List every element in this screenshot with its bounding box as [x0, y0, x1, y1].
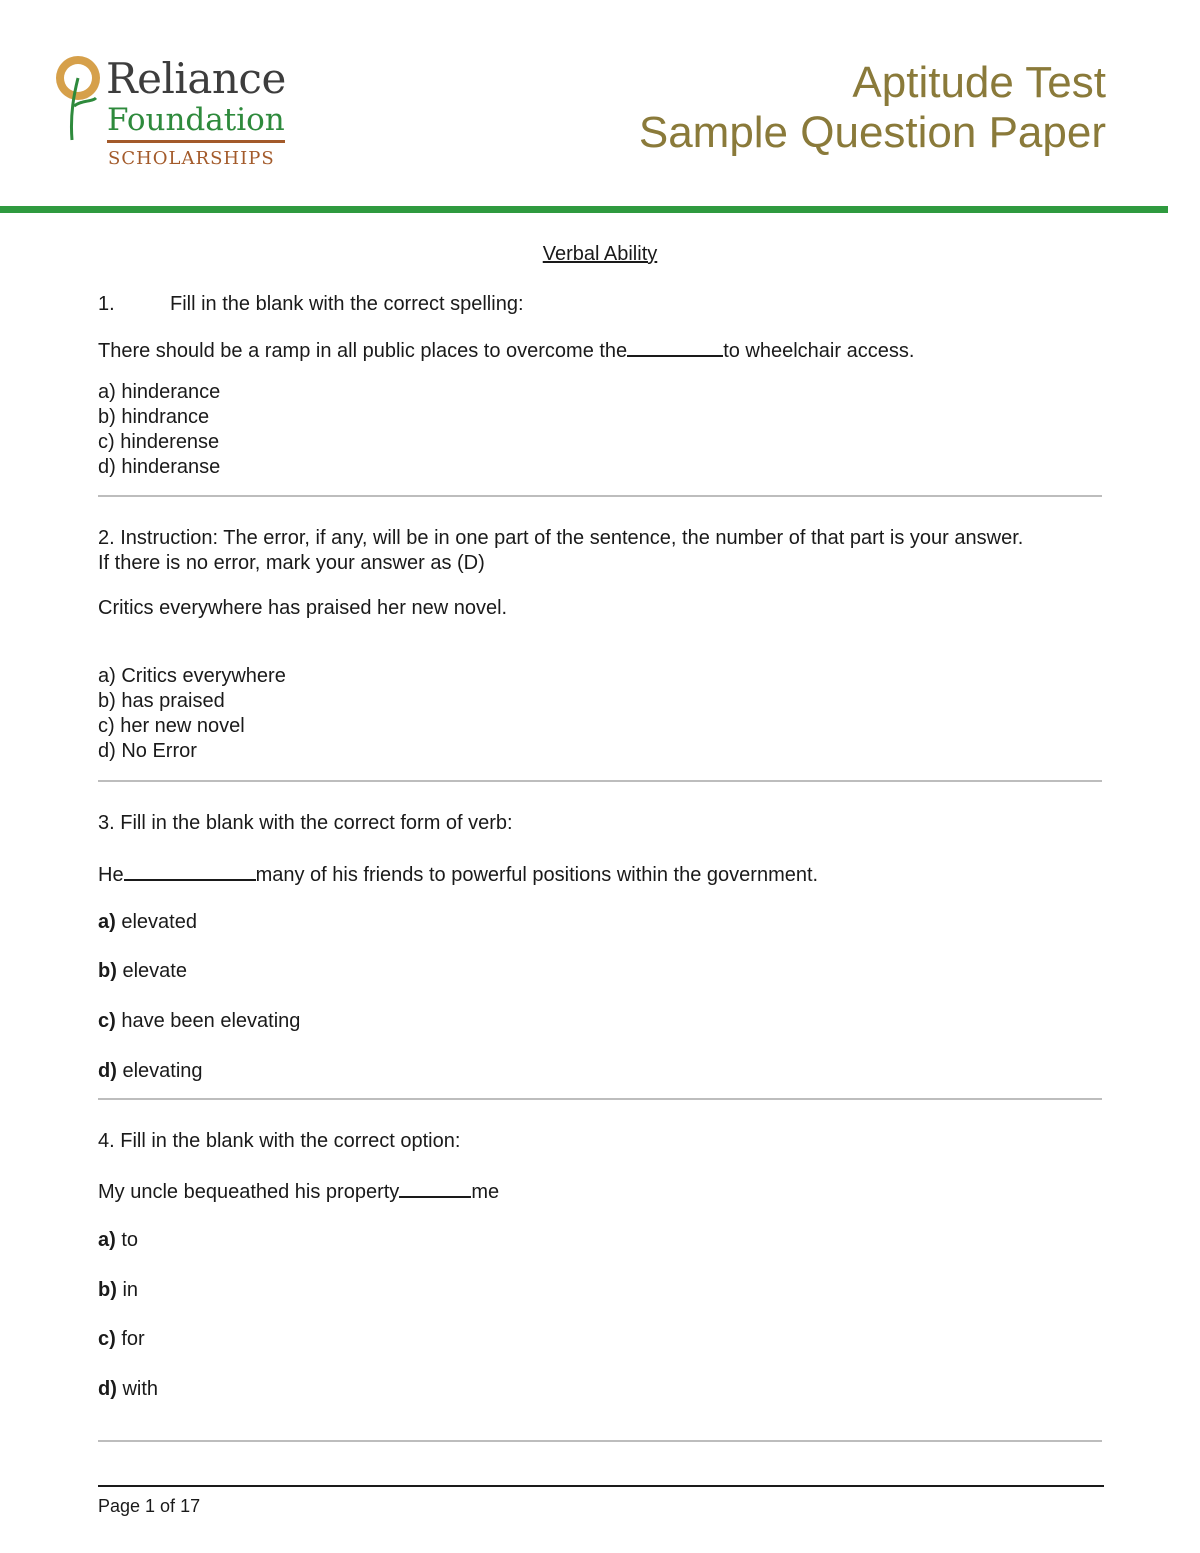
q3-sentence-before: He: [98, 864, 124, 886]
q2-instruction: 2. Instruction: The error, if any, will be in one part of the sentence, the number of that part is your answer.: [98, 527, 1024, 549]
q3-sentence: [98, 861, 818, 888]
q3-sentence-after: many of his friends to powerful positions within the government.: [255, 864, 819, 886]
footer-rule: [98, 1485, 1104, 1487]
q4-option: [98, 1327, 145, 1352]
option-letter: a): [98, 1229, 116, 1251]
q3-option: [98, 1059, 203, 1084]
reliance-flame-icon: [52, 54, 104, 142]
header-divider: [0, 206, 1168, 213]
q4-option: [98, 1278, 138, 1303]
q2-option: a) Critics everywhere: [98, 665, 286, 687]
question-divider: [98, 1098, 1102, 1100]
option-text: elevated: [121, 911, 197, 933]
option-text: to: [121, 1229, 139, 1251]
q4-sentence-after: me: [471, 1181, 500, 1203]
option-letter: d): [98, 1378, 117, 1400]
document-subtitle: Sample Question Paper: [638, 108, 1106, 157]
q3-option: [98, 959, 187, 984]
option-letter: d): [98, 1060, 117, 1082]
q2-option: d) No Error: [98, 740, 197, 762]
option-letter: c): [98, 1328, 116, 1350]
option-letter: a): [98, 911, 116, 933]
question-divider: [98, 780, 1102, 782]
q2-sentence: Critics everywhere has praised her new novel.: [98, 597, 508, 619]
document-title: Aptitude Test: [852, 58, 1106, 107]
question-divider: [98, 1440, 1102, 1442]
logo-text-scholarships: SCHOLARSHIPS: [108, 148, 275, 169]
section-heading: Verbal Ability: [542, 243, 658, 265]
q3-option: [98, 910, 197, 935]
q3-instruction: 3. Fill in the blank with the correct form of verb:: [98, 812, 513, 834]
option-text: elevate: [122, 960, 187, 982]
logo-rule: [107, 140, 285, 143]
q4-sentence-before: My uncle bequeathed his property: [98, 1181, 400, 1203]
option-text: with: [122, 1378, 159, 1400]
logo-text-reliance: Reliance: [106, 54, 286, 103]
q2-option: c) her new novel: [98, 715, 245, 737]
option-letter: c): [98, 1010, 116, 1032]
question-divider: [98, 495, 1102, 497]
q4-sentence: [98, 1178, 499, 1205]
q4-option: [98, 1377, 158, 1402]
q4-instruction: 4. Fill in the blank with the correct option:: [98, 1130, 461, 1152]
q1-option: a) hinderance: [98, 381, 221, 403]
q3-option: [98, 1009, 300, 1034]
logo-text-foundation: Foundation: [107, 102, 285, 138]
q4-blank: [399, 1178, 471, 1198]
option-letter: b): [98, 960, 117, 982]
q2-instruction-cont: If there is no error, mark your answer as (D): [98, 552, 485, 574]
q1-sentence-after: to wheelchair access.: [723, 340, 915, 362]
q4-option: [98, 1228, 138, 1253]
q1-blank: [627, 337, 723, 357]
q2-option: b) has praised: [98, 690, 225, 712]
q3-blank: [124, 861, 256, 881]
q1-sentence-before: There should be a ramp in all public places to overcome the: [98, 340, 628, 362]
q1-number: 1.: [98, 293, 115, 315]
q1-option: d) hinderanse: [98, 456, 221, 478]
q1-instruction: Fill in the blank with the correct spelling:: [170, 293, 524, 315]
option-text: in: [122, 1279, 139, 1301]
option-letter: b): [98, 1279, 117, 1301]
option-text: elevating: [122, 1060, 203, 1082]
option-text: for: [121, 1328, 145, 1350]
q1-sentence: [98, 337, 914, 364]
q1-option: c) hinderense: [98, 431, 220, 453]
page-number: Page 1 of 17: [98, 1496, 201, 1516]
reliance-foundation-logo: [52, 52, 292, 177]
q1-option: b) hindrance: [98, 406, 210, 428]
option-text: have been elevating: [121, 1010, 301, 1032]
